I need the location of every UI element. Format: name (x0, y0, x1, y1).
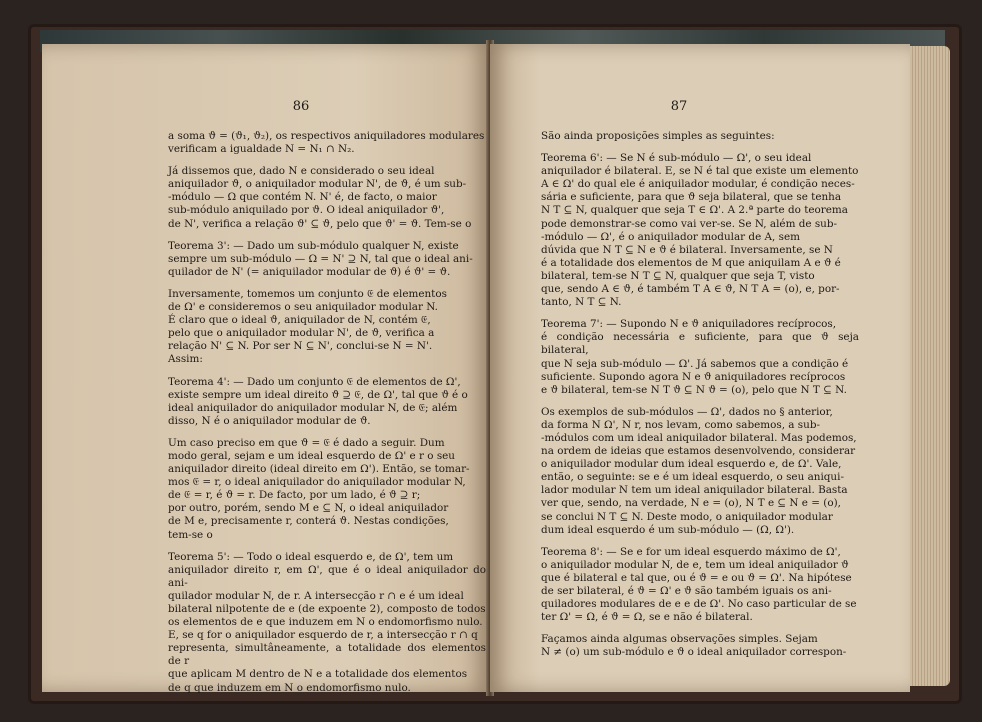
paragraph-gap (541, 309, 859, 318)
text-line: -módulos com um ideal aniquilador bilateral. Mas podemos, (541, 431, 857, 444)
text-line: Inversamente, tomemos um conjunto 𝔈 de elementos (168, 287, 447, 300)
text-line: que é bilateral e tal que, ou é ϑ = e ou ϑ = Ω'. Na hipótese (541, 571, 852, 584)
text-line: Os exemplos de sub-módulos — Ω', dados no § anterior, (541, 405, 833, 418)
paragraph-gap (168, 367, 486, 376)
text-line: ver que, sendo, na verdade, N e = (o), N T e ⊆ N e = (o), (541, 497, 841, 510)
text-line: Já dissemos que, dado N e considerado o seu ideal (168, 165, 435, 178)
text-line: aniquilador ϑ, o aniquilador modular N', de ϑ, é um sub- (168, 178, 467, 191)
text-line: N T ⊆ N, qualquer que seja T ∈ Ω'. A 2.ª parte do teorema (541, 204, 848, 217)
paragraph-gap (541, 537, 859, 546)
text-line: aniquilador é bilateral. E, se N é tal que existe um elemento (541, 165, 859, 178)
text-line: -módulo — Ω', é o aniquilador modular de A, sem (541, 230, 800, 243)
text-line: bilateral, tem-se N T ⊆ N, qualquer que seja T, visto (541, 269, 815, 282)
left-page-number: 86 (292, 99, 310, 114)
paragraph-gap (168, 279, 486, 288)
text-line: quiladores modulares de e e de Ω'. No caso particular de se (541, 598, 857, 611)
text-line: representa, simultâneamente, a totalidade dos elementos de r (168, 642, 486, 668)
text-line: o aniquilador modular dum ideal esquerdo e, de Ω'. Vale, (541, 458, 842, 471)
paragraph-gap (168, 156, 486, 165)
paragraph-gap (168, 231, 486, 240)
text-line: A ∈ Ω' do qual ele é aniquilador modular, é condição neces- (541, 178, 855, 191)
text-line: que aplicam M dentro de N e a totalidade dos elementos (168, 668, 468, 681)
right-page (490, 44, 910, 692)
text-line: de 𝔈 = r, é ϑ = r. De facto, por um lado, é ϑ ⊇ r; (168, 489, 421, 502)
text-line: Teorema 6': — Se N é sub-módulo — Ω', o seu ideal (541, 152, 812, 165)
text-line: verificam a igualdade N = N₁ ∩ N₂. (168, 143, 355, 156)
text-line: sária e suficiente, para que ϑ seja bilateral, que se tenha (541, 191, 842, 204)
text-line: pelo que o aniquilador modular N', de ϑ, verifica a (168, 327, 435, 340)
text-line: É claro que o ideal ϑ, aniquilador de N, contém 𝔈, (168, 314, 431, 327)
paragraph-gap (168, 542, 486, 551)
text-line: tanto, N T ⊆ N. (541, 296, 622, 309)
text-line: aniquilador direito r, em Ω', que é o ideal aniquilador do ani- (168, 563, 486, 589)
text-line: de Ω' e consideremos o seu aniquilador modular N. (168, 301, 438, 314)
text-line: de q que induzem em N o endomorfismo nulo. (168, 681, 411, 694)
text-line: então, o seguinte: se e é um ideal esquerdo, o seu aniqui- (541, 471, 844, 484)
text-line: Teorema 7': — Supondo N e ϑ aniquiladores recíprocos, (541, 318, 837, 331)
text-line: -módulo — Ω que contém N. N' é, de facto, o maior (168, 191, 437, 204)
text-line: tem-se o (168, 528, 213, 541)
text-line: suficiente. Supondo agora N e ϑ aniquiladores recíprocos (541, 370, 846, 383)
text-line: E, se q for o aniquilador esquerdo de r, a intersecção r ∩ q (168, 629, 478, 642)
text-line: relação N' ⊆ N. Por ser N ⊆ N', conclui-se N = N'. (168, 340, 433, 353)
text-line: pode demonstrar-se como vai ver-se. Se N, além de sub- (541, 217, 838, 230)
text-line: Teorema 8': — Se e for um ideal esquerdo máximo de Ω', (541, 545, 841, 558)
paragraph-gap (168, 428, 486, 437)
text-line: existe sempre um ideal direito ϑ ⊇ 𝔈, de Ω', tal que ϑ é o (168, 388, 468, 401)
text-line: São ainda proposições simples as seguintes: (541, 130, 775, 142)
text-line: a soma ϑ = (ϑ₁, ϑ₂), os respectivos aniquiladores modulares (168, 130, 485, 142)
text-line: de N', verifica a relação ϑ' ⊆ ϑ, pelo que ϑ' = ϑ. Tem-se o (168, 217, 472, 230)
text-line: dúvida que N T ⊆ N e ϑ é bilateral. Inversamente, se N (541, 243, 833, 256)
text-line: Façamos ainda algumas observações simples. Sejam (541, 633, 818, 646)
text-line: na ordem de ideias que estamos desenvolvendo, considerar (541, 445, 856, 458)
left-page (42, 44, 488, 692)
right-page-number: 87 (670, 99, 688, 114)
text-line: Assim: (168, 353, 203, 366)
text-line: que N seja sub-módulo — Ω'. Já sabemos que a condição é (541, 357, 849, 370)
text-line: sub-módulo aniquilado por ϑ. O ideal aniquilador ϑ', (168, 204, 445, 217)
paragraph-gap (541, 624, 859, 633)
text-line: aniquilador direito (ideal direito em Ω'). Então, se tomar- (168, 463, 470, 476)
text-line: de M e, precisamente r, conterá ϑ. Nestas condições, (168, 515, 449, 528)
text-line: o aniquilador modular N, de e, tem um ideal aniquilador ϑ (541, 558, 849, 571)
left-page-text (168, 130, 486, 695)
text-line: disso, N é o aniquilador modular de ϑ. (168, 414, 371, 427)
text-line: ideal aniquilador do aniquilador modular N, de 𝔈; além (168, 401, 458, 414)
text-line: lador modular N tem um ideal aniquilador bilateral. Basta (541, 484, 848, 497)
text-line: Teorema 3': — Dado um sub-módulo qualquer N, existe (168, 239, 459, 252)
paragraph-gap (541, 143, 859, 152)
page-fore-edge (910, 46, 950, 686)
text-line: quilador modular N, de r. A intersecção r ∩ e é um ideal (168, 589, 464, 602)
text-line: por outro, porém, sendo M e ⊆ N, o ideal aniquilador (168, 502, 449, 515)
text-line: bilateral nilpotente de e (de expoente 2), composto de todos (168, 603, 486, 615)
text-line: da forma N Ω', N r, nos levam, como sabemos, a sub- (541, 418, 820, 431)
text-line: e ϑ bilateral, tem-se N T ϑ ⊆ N ϑ = (o), pelo que N T ⊆ N. (541, 383, 847, 396)
text-line: os elementos de e que induzem em N o endomorfismo nulo. (168, 616, 483, 629)
text-line: é a totalidade dos elementos de M que aniquilam A e ϑ é (541, 256, 841, 269)
text-line: é condição necessária e suficiente, para que ϑ seja bilateral, (541, 331, 859, 357)
text-line: Teorema 5': — Todo o ideal esquerdo e, de Ω', tem um (168, 550, 454, 563)
text-line: que, sendo A ∈ ϑ, é também T A ∈ ϑ, N T A = (o), e, por- (541, 283, 840, 296)
text-line: modo geral, sejam e um ideal esquerdo de Ω' e r o seu (168, 449, 455, 462)
text-line: de ser bilateral, é ϑ = Ω' e ϑ são também iguais os ani- (541, 585, 832, 597)
text-line: Um caso preciso em que ϑ = 𝔈 é dado a seguir. Dum (168, 436, 445, 449)
text-line: N ≠ (o) um sub-módulo e ϑ o ideal aniquilador correspon- (541, 646, 847, 659)
text-line: Teorema 4': — Dado um conjunto 𝔈 de elementos de Ω', (168, 375, 461, 388)
text-line: dum ideal esquerdo é um sub-módulo — (Ω, Ω'). (541, 523, 795, 536)
text-line: ter Ω' = Ω, é ϑ = Ω, se e não é bilateral. (541, 611, 753, 624)
right-page-text (541, 130, 859, 659)
text-line: se conclui N T ⊆ N. Deste modo, o aniquilador modular (541, 510, 833, 523)
text-line: mos 𝔈 = r, o ideal aniquilador do aniquilador modular N, (168, 476, 466, 489)
paragraph-gap (541, 397, 859, 406)
text-line: quilador de N' (= aniquilador modular de ϑ) é ϑ' = ϑ. (168, 265, 451, 278)
text-line: sempre um sub-módulo — Ω = N' ⊇ N, tal que o ideal ani- (168, 252, 473, 265)
